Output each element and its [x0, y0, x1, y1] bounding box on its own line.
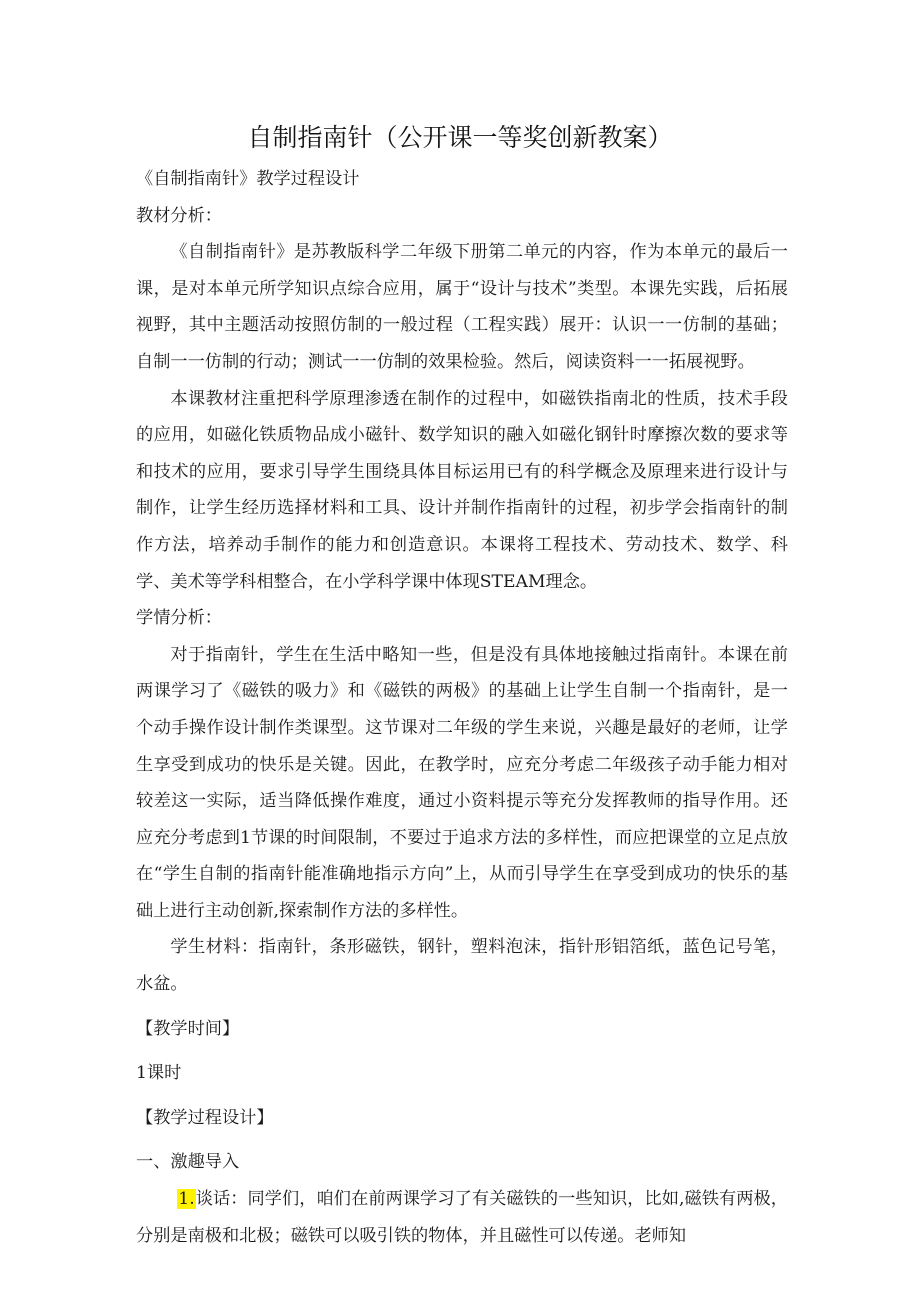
time-heading: 【教学时间】: [136, 1018, 240, 1039]
document-title: 自制指南针（公开课一等奖创新教案）: [247, 123, 673, 152]
student-heading: 学情分析：: [136, 608, 222, 629]
document-body: [136, 161, 788, 1254]
item-1-text: 谈话：同学们，咱们在前两课学习了有关磁铁的一些知识，比如,磁铁有两极，分别是南极和北极；磁铁可以吸引铁的物体，并且磁性可以传递。老师知: [136, 1189, 788, 1246]
student-materials: 学生材料：指南针，条形磁铁，钢针，塑料泡沫，指针形铝箔纸，蓝色记号笔，水盆。: [136, 937, 788, 995]
material-paragraph-2: 本课教材注重把科学原理渗透在制作的过程中，如磁铁指南北的性质，技术手段的应用，如磁化铁质物品成小磁针、数学知识的融入如磁化钢针时摩擦次数的要求等和技术的应用，要求引导学生围绕具体目标运用已有的科学概念及原理来进行设计与制作，让学生经历选择材料和工具、设计并制作指南针的过程，初步学会指南针的制作方法，培养动手制作的能力和创造意识。本课将工程技术、劳动技术、数学、科学、美术等学科相整合，在小学科学课中体现STEAM理念。: [136, 388, 788, 592]
section-1-heading: 一、激趣导入: [136, 1152, 240, 1173]
item-1-paragraph: [136, 1181, 788, 1254]
student-paragraph-1: 对于指南针，学生在生活中略知一些，但是没有具体地接触过指南针。本课在前两课学习了《磁铁的吸力》和《磁铁的两极》的基础上让学生自制一个指南针，是一个动手操作设计制作类课型。这节课对二年级的学生来说，兴趣是最好的老师，让学生享受到成功的快乐是关键。因此，在教学时，应充分考虑二年级孩子动手能力相对较差这一实际，适当降低操作难度，通过小资料提示等充分发挥教师的指导作用。还应充分考虑到1节课的时间限制，不要过于追求方法的多样性，而应把课堂的立足点放在“学生自制的指南针能准确地指示方向”上，从而引导学生在享受到成功的快乐的基础上进行主动创新,探索制作方法的多样性。: [136, 644, 788, 921]
process-heading: 【教学过程设计】: [136, 1107, 274, 1128]
item-1-number: 1.: [178, 1189, 195, 1210]
material-paragraph-1: 《自制指南针》是苏教版科学二年级下册第二单元的内容，作为本单元的最后一课，是对本单元所学知识点综合应用，属于“设计与技术”类型。本课先实践，后拓展视野，其中主题活动按照仿制的一般过程（工程实践）展开：认识一一仿制的基础；自制一一仿制的行动；测试一一仿制的效果检验。然后，阅读资料一一拓展视野。: [136, 242, 788, 372]
material-heading: 教材分析：: [136, 205, 222, 226]
time-value: 1课时: [136, 1063, 182, 1084]
subtitle: 《自制指南针》教学过程设计: [136, 169, 360, 189]
